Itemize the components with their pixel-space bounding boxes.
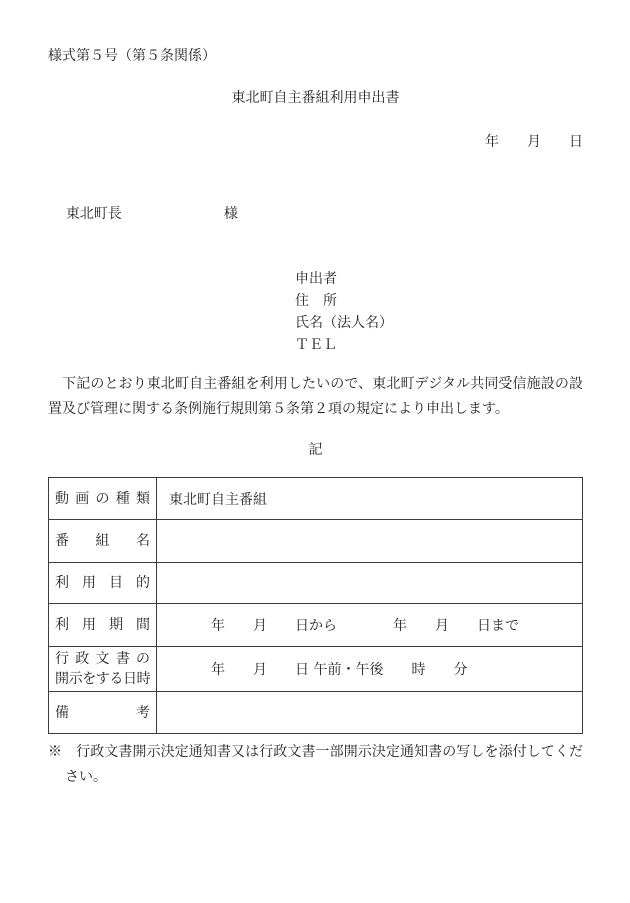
- table-row-purpose: [49, 562, 582, 603]
- row-value-program-name: [157, 520, 582, 562]
- applicant-block: [295, 268, 583, 356]
- row-value-purpose: [157, 563, 582, 603]
- honorific-sama: 様: [223, 206, 238, 222]
- row-label-disclosure-datetime: 行 政 文 書 の 開示をする日時: [49, 647, 157, 691]
- applicant-address-label: 住 所: [295, 293, 337, 309]
- document-title: 東北町自主番組利用申出書: [231, 90, 400, 106]
- applicant-name-label: 氏名（法人名）: [295, 315, 393, 331]
- row-label-program-name: 番 組 名: [49, 520, 157, 562]
- row-label-purpose: 利 用 目 的: [49, 563, 157, 603]
- form-number: 様式第５号（第５条関係）: [48, 48, 216, 64]
- table-row-disclosure-datetime: [49, 646, 582, 691]
- row-value-video-type: 東北町自主番組: [169, 491, 267, 508]
- body-paragraph: 下記のとおり東北町自主番組を利用したいので、東北町デジタル共同受信施設の設置及び管理に関する条例施行規則第５条第２項の規定により申出します。: [48, 376, 583, 417]
- row-label-usage-period: 利 用 期 間: [49, 604, 157, 646]
- footnote: ※ 行政文書開示決定通知書又は行政文書一部開示決定通知書の写しを添付してください。: [48, 744, 583, 785]
- table-row-program-name: [49, 519, 582, 562]
- table-row-usage-period: [49, 603, 582, 646]
- section-marker-ki: 記: [308, 442, 323, 458]
- recipient-name: 東北町長: [65, 206, 122, 222]
- row-value-usage-period: 年 月 日から 年 月 日まで: [169, 618, 519, 634]
- date-line: 年 月 日: [485, 134, 583, 150]
- table-row-video-type: [49, 478, 582, 519]
- recipient-line: [48, 184, 583, 244]
- row-label-video-type: 動 画 の 種 類: [49, 478, 157, 519]
- table-row-remarks: [49, 691, 582, 733]
- row-label-remarks: 備 考: [49, 692, 157, 733]
- row-value-remarks: [157, 692, 582, 733]
- application-table: [48, 477, 583, 734]
- applicant-tel-label: ＴＥＬ: [295, 337, 337, 353]
- row-value-disclosure-datetime: 年 月 日 午前・午後 時 分: [169, 662, 468, 678]
- applicant-heading: 申出者: [295, 271, 337, 287]
